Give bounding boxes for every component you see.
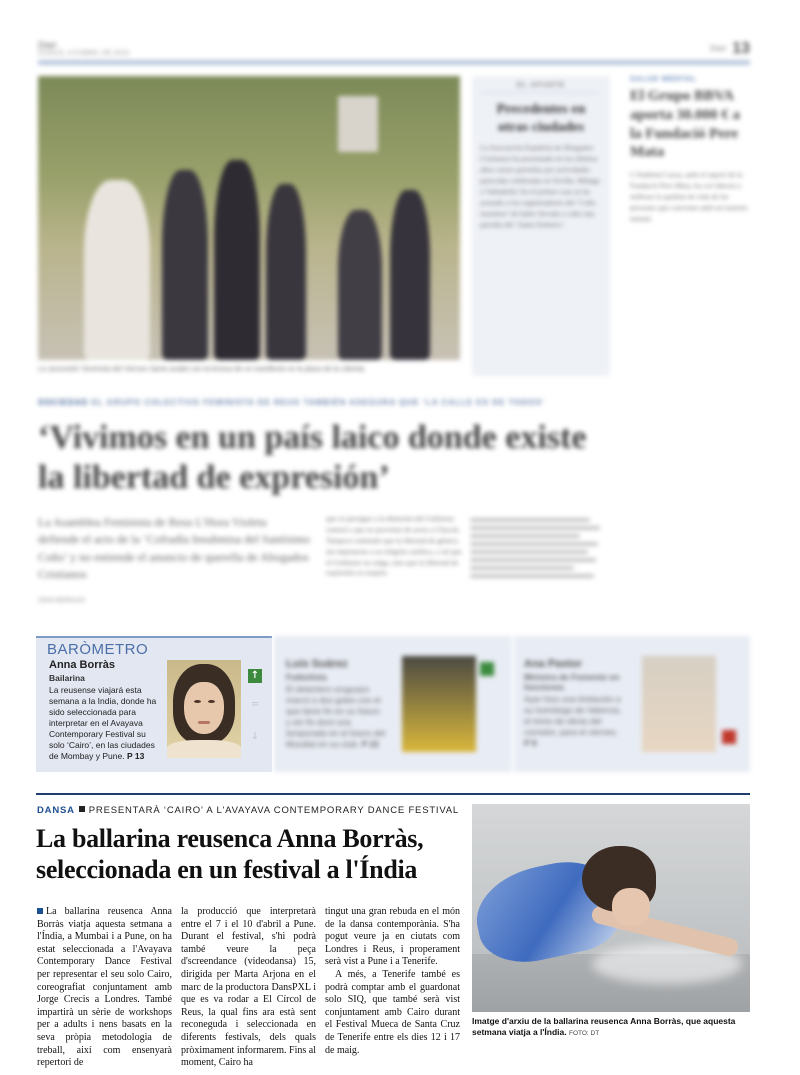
right-column-story <box>630 76 750 224</box>
dancer-caption-text: Imatge d'arxiu de la ballarina reusenca Anna Borràs, que aquesta setmana viatja a l'Índia. <box>472 1016 736 1038</box>
barometer-title: BARÒMETRO <box>47 641 149 658</box>
barometer-name: Anna Borràs <box>49 659 116 671</box>
sidebar-apunte <box>472 76 610 376</box>
barometer-card-3-text: Ayer hizo una limitación a su homólogo de Valencia, el inicio de obras del corredor, para el viernes. P 8 <box>524 694 622 749</box>
main-kicker-lead: SOCIEDAD <box>38 398 89 407</box>
barometer-page-ref: P 13 <box>126 751 145 762</box>
page-header-left <box>38 40 129 57</box>
barometer-card-3-trend-icon <box>722 730 736 744</box>
main-byline: JOAN MORALES <box>38 598 86 604</box>
dancer-photo-credit: FOTO: DT <box>569 1030 600 1038</box>
dansa-kicker-rest: PRESENTARÀ ‘CAIRO’ A L'AVAYAVA CONTEMPORARY DANCE FESTIVAL <box>88 805 460 816</box>
dansa-col3-paragraph-1: tingut una gran rebuda en el món de la dansa contemporània. S'ha pogut veure ja en ciutats com Londres i Reus, i properament serà vist a Pune i a Tenerife. <box>325 906 460 968</box>
barometer-role: Bailarina <box>49 673 85 683</box>
barometer-card-2-portrait <box>402 656 476 752</box>
page-label: Diari <box>709 44 727 54</box>
procession-photo-caption: La 'procesión' feminista del Viernes Santo acabó con la lectura de un manifiesto en la plaza de la Libertat. <box>38 366 366 373</box>
trend-equal-icon: = <box>250 699 260 710</box>
barometer-card-2-trend-icon <box>480 662 494 676</box>
sidebar-kicker: EL APUNTE <box>482 82 600 93</box>
right-column-title: El Grupo BBVA aporta 30.000 € a la Fundació Pere Mata <box>630 88 740 161</box>
barometer-card-2-text: El delantero uruguayo marcó a dos goles con el que tiene fin en su futuro y sin fin duró una temporada en el futuro del Mundial en su club. P 22 <box>286 684 386 750</box>
right-column-kicker: SALUD MENTAL <box>630 76 697 83</box>
page-number-block <box>710 40 750 58</box>
main-subhead: La Asamblea Feminista de Reus L'Hora Violeta defiende el acto de la ‘Cofradía Insubmisa del Santísimo Coño’ y no entiende el anuncio de querella de Abogados Cristianos <box>38 515 310 582</box>
dansa-kicker-lead: DANSA <box>37 805 75 816</box>
barometer-card-2-name: Luis Suárez <box>286 658 348 670</box>
main-kicker-rest: EL GRUPO COLECTIVO FEMINISTA DE REUS TAMBIÉN ASEGURA QUE ‘LA CALLE ES DE TODOS’ <box>91 398 546 407</box>
header-rule <box>38 60 750 65</box>
barometer-strip <box>36 636 750 772</box>
trend-up-icon: ↑ <box>248 669 262 683</box>
square-bullet-icon <box>79 806 85 812</box>
main-kicker <box>38 398 545 407</box>
section-divider <box>36 793 750 795</box>
barometer-card-2 <box>274 636 512 772</box>
dansa-col3-paragraph-2: A més, a Tenerife també es podrà comptar amb el guardonat solo SIQ, que també serà vist conjuntament amb Cairo durant el Festival Mueca de Santa Cruz de Tenerife entre els dies 12 i 17 de maig. <box>325 968 460 1056</box>
barometer-text <box>49 685 161 762</box>
procession-photo <box>38 76 460 360</box>
dansa-col1-text: La ballarina reusenca Anna Borràs viatja aquesta setmana a l'Índia, a Mumbai i a Pune, on ha estat seleccionada a l'Avayava Contemporary Dance Festival per representar el seu solo Cairo, coreografiat conjuntament amb Jorge Crecis a Londres. També impartirà un sèrie de workshops per a adults i nens basats en la seva pròpia metodologia de treball, així com ensenyarà repertori de <box>37 906 172 1069</box>
barometer-card-3 <box>514 636 750 772</box>
main-body-column: que se persigue a la dimisión del Gobierno central y que no proviene de actos a Chacón. Tampoco entiendo que la libertad de género, sin imponerse a su religión católica, y tal que el Gobierno no salga, sino que la libertad de expresión se respete. <box>326 514 462 578</box>
barometer-card-3-role: Ministra de Fomento en funciones <box>524 672 620 692</box>
page-number: 13 <box>732 40 750 57</box>
dansa-body-column-1 <box>37 906 172 1070</box>
dansa-body-column-3 <box>325 906 460 1057</box>
header-date: DIJOUS, 4 D'ABRIL DE 2019 <box>38 50 129 57</box>
dansa-body-column-2: la producció que interpretarà entre el 7 i el 10 d'abril a Pune. Durant el festival, s'hi podrà també veure la peça d'screendance (videodansa) 15, dirigida per Marta Arjona en el marc de la productora DansPXL i que es va rodar a El Círcol de Reus, la qual fins ara està sent reconeguda i seleccionada en diferents festivals, dels quals pròximament informarem. Fins al moment, Cairo ha <box>181 906 316 1069</box>
barometer-card-3-name: Ana Pastor <box>524 658 583 670</box>
trend-down-icon: ↓ <box>250 731 260 742</box>
barometer-body: La reusense viajará esta semana a la India, donde ha sido seleccionada para interpretar en el Avayava Contemporary Festival su solo ‘Cairo’, en las ciudades de Mombay y Pune. <box>49 685 157 762</box>
main-headline: ‘Vivimos en un país laico donde existe la libertad de expresión’ <box>38 419 587 497</box>
barometer-card-3-portrait <box>642 656 716 752</box>
header-section: Diari <box>38 40 57 50</box>
article-start-square-icon <box>37 908 43 914</box>
main-body-column-2 <box>470 514 608 582</box>
barometer-card-active <box>36 636 272 772</box>
dansa-headline: La ballarina reusenca Anna Borràs, seleccionada en un festival a l'Índia <box>36 824 424 885</box>
sidebar-title: Precedentes en otras ciudades <box>496 102 586 136</box>
barometer-card-2-role: Futbolista <box>286 672 327 682</box>
dancer-photo-caption <box>472 1016 750 1038</box>
dancer-photo <box>472 804 750 1012</box>
dansa-kicker <box>37 805 459 816</box>
barometer-portrait <box>167 660 241 758</box>
right-column-text: L'Ambient Caixa, amb el suport de la Fundació Pere Mata, ha col·laborat a millorar la qualitat de vida de les persones que conviuen amb un trastorn mental. <box>630 170 748 223</box>
sidebar-text: La Asociación Española de Abogados Cristianos ha presentado en los últimos años varias querellas por actividades parecidas celebradas en Sevilla, Málaga o Valladolid. En el primer caso se ha acusado a los organizadores del ‘Coño insumiso’ de haber llevado a cabo una parodia del ‘Santo Entierro’. <box>480 143 600 229</box>
